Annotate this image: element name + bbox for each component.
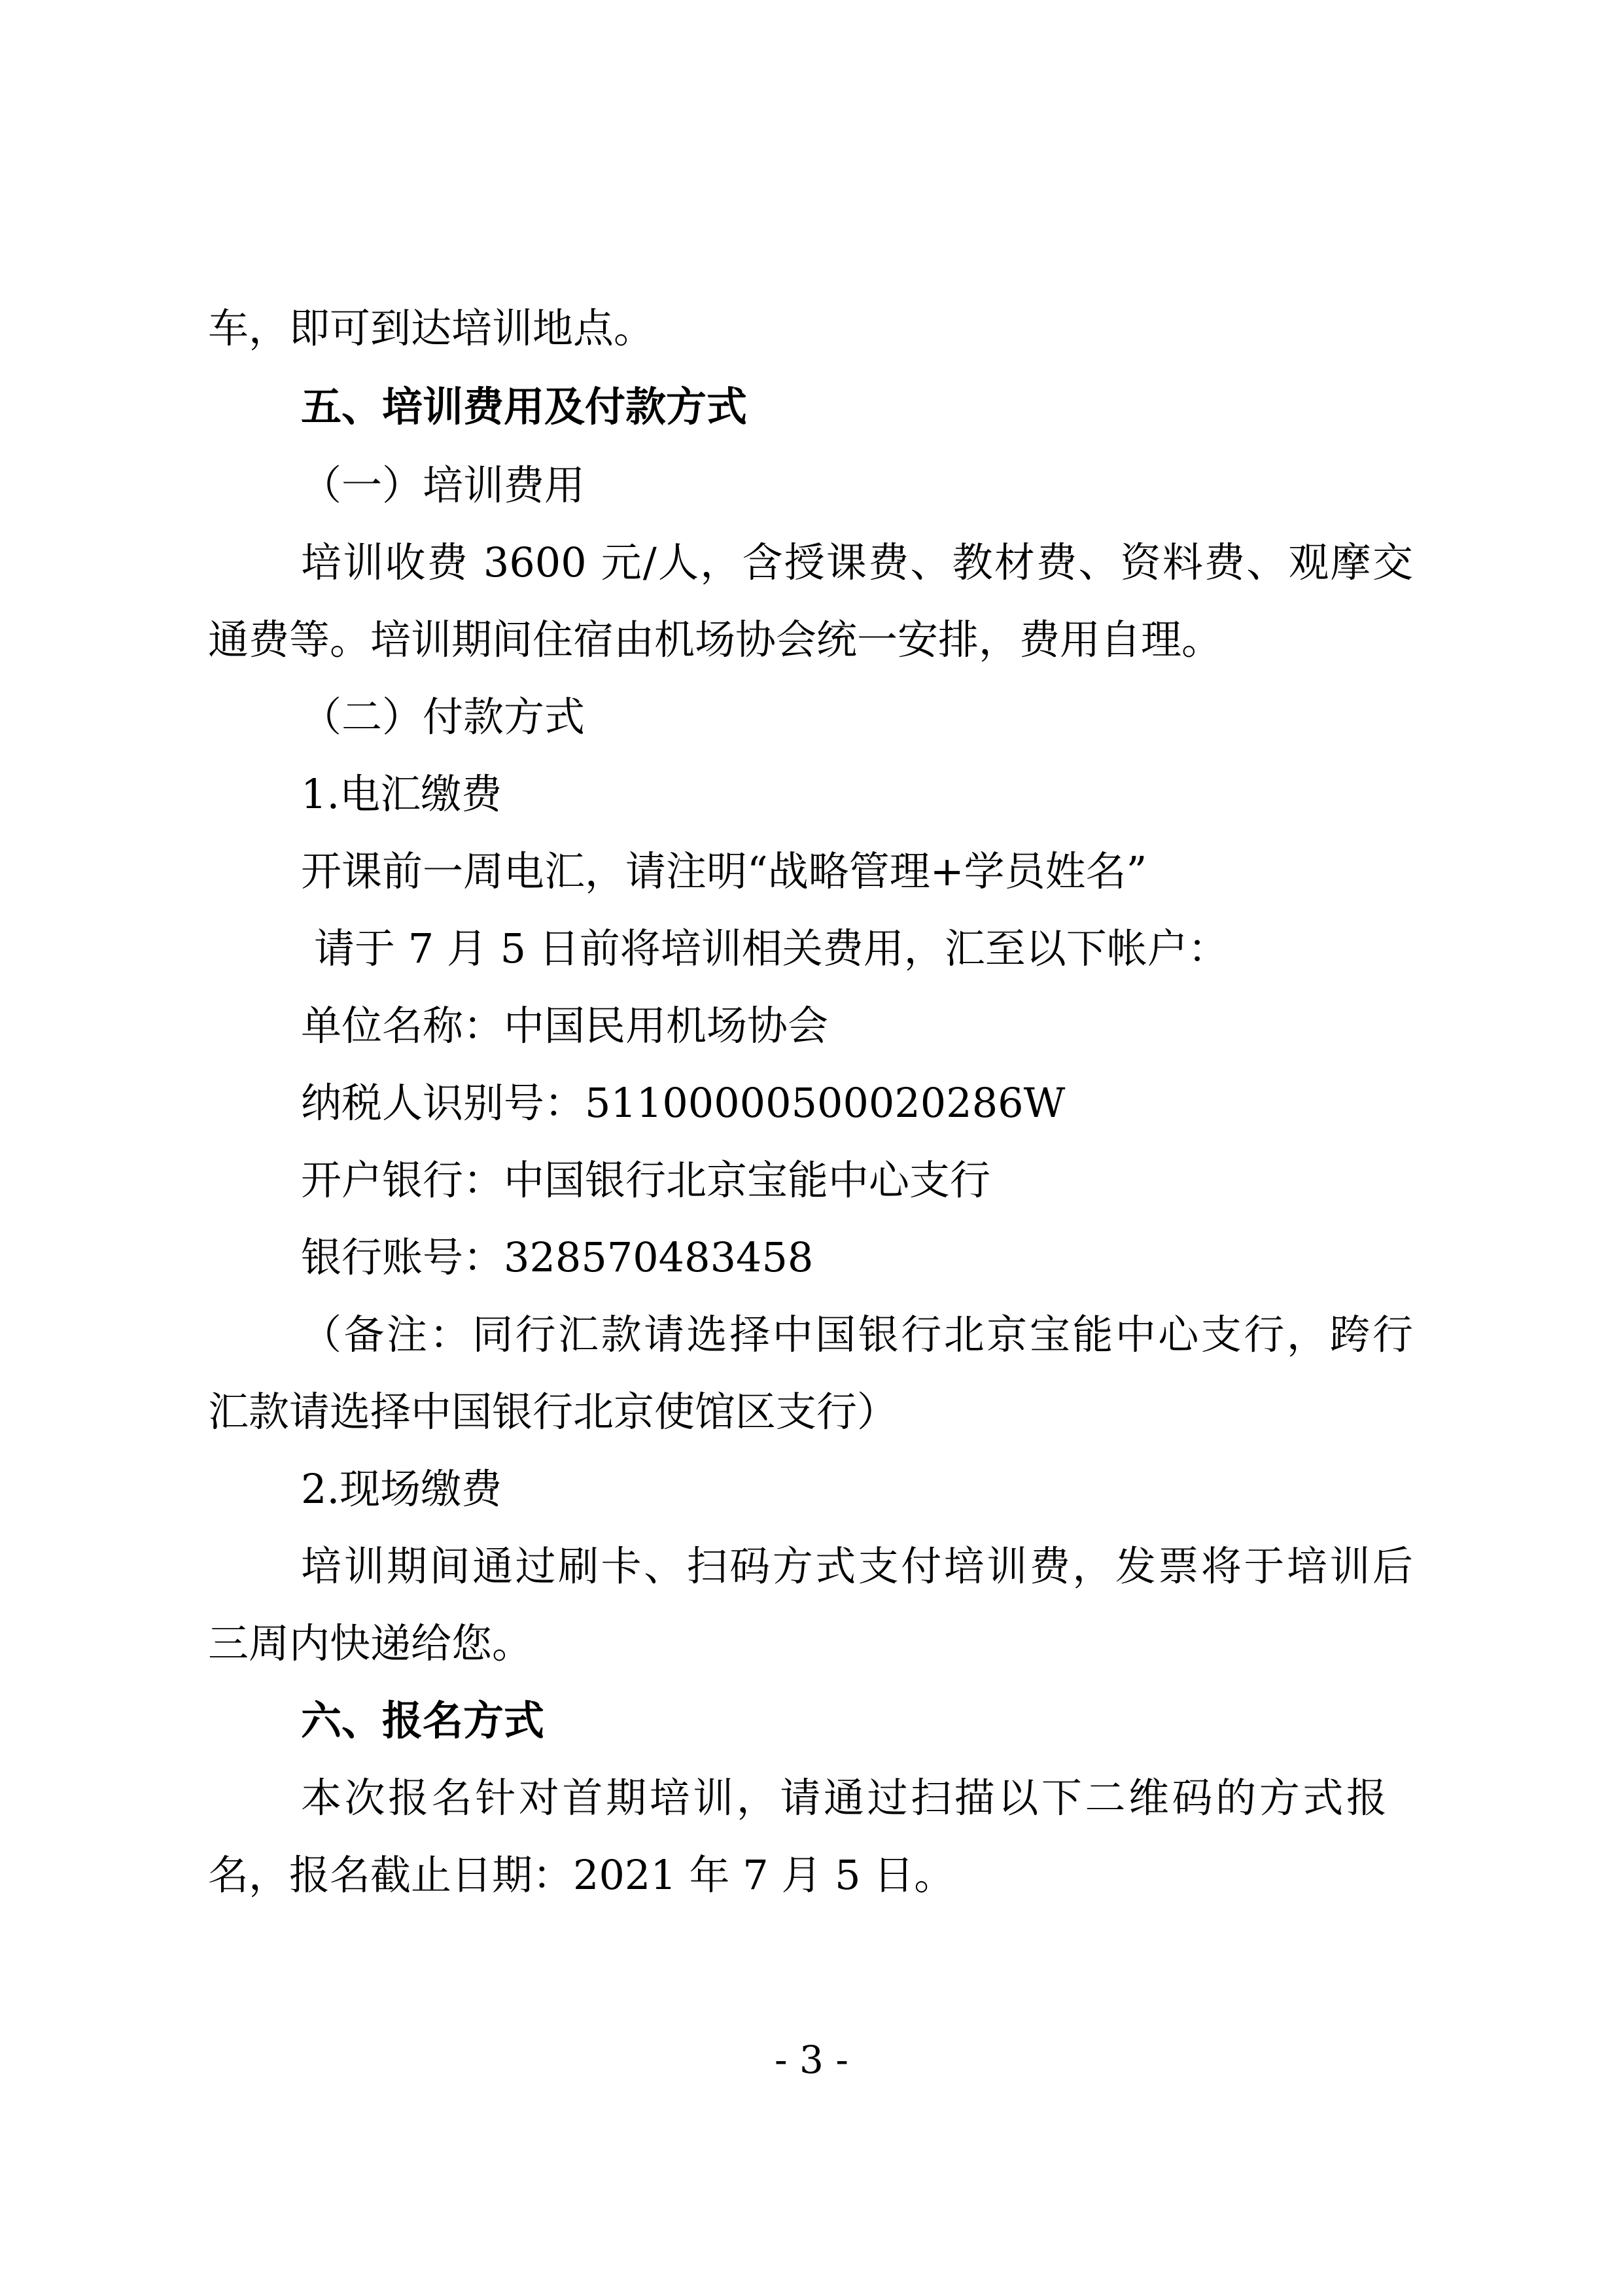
page-number: - 3 - [775, 2038, 848, 2082]
body-text-line: 请于 7 月 5 日前将培训相关费用，汇至以下帐户： [314, 925, 1229, 972]
body-text-line: 三周内快递给您。 [208, 1619, 533, 1667]
section-heading: 六、报名方式 [301, 1697, 545, 1744]
body-text-line: 车，即可到达培训地点。 [208, 304, 655, 352]
body-text-line: 名，报名截止日期：2021 年 7 月 5 日。 [208, 1851, 955, 1899]
account-number-line: 银行账号：328570483458 [301, 1233, 814, 1281]
list-item-heading: 1.电汇缴费 [301, 770, 502, 818]
note-line: （备注：同行汇款请选择中国银行北京宝能中心支行，跨行 [301, 1311, 1413, 1358]
body-text-line: 开课前一周电汇，请注明“战略管理+学员姓名” [301, 847, 1147, 895]
tax-id-line: 纳税人识别号：51100000500020286W [301, 1079, 1066, 1127]
note-line: 汇款请选择中国银行北京使馆区支行） [208, 1388, 898, 1436]
bank-name-line: 开户银行：中国银行北京宝能中心支行 [301, 1156, 991, 1204]
body-text-line: 培训收费 3600 元/人，含授课费、教材费、资料费、观摩交 [301, 539, 1413, 586]
list-item-heading: 2.现场缴费 [301, 1465, 502, 1513]
subsection-heading: （一）培训费用 [301, 461, 585, 509]
body-text-line: 培训期间通过刷卡、扫码方式支付培训费，发票将于培训后 [301, 1542, 1413, 1590]
account-name-line: 单位名称：中国民用机场协会 [301, 1002, 829, 1050]
subsection-heading: （二）付款方式 [301, 693, 585, 741]
body-text-line: 本次报名针对首期培训，请通过扫描以下二维码的方式报 [301, 1774, 1387, 1822]
section-heading: 五、培训费用及付款方式 [301, 383, 748, 431]
body-text-line: 通费等。培训期间住宿由机场协会统一安排，费用自理。 [208, 616, 1223, 663]
